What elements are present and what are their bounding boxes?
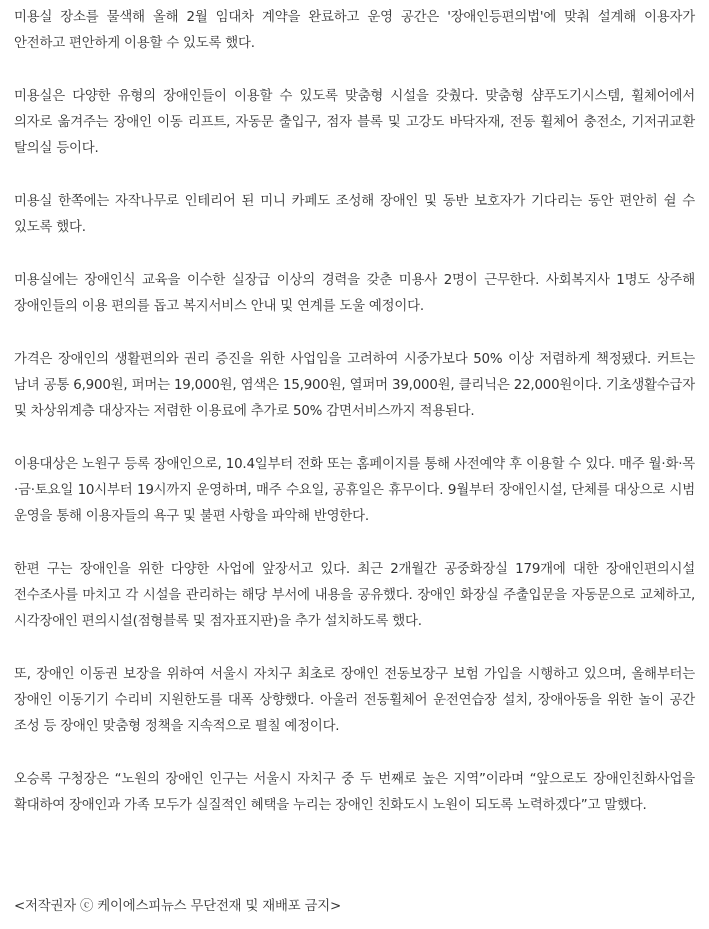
paragraph: 가격은 장애인의 생활편의와 권리 증진을 위한 사업임을 고려하여 시중가보다 50% 이상 저렴하게 책정됐다. 커트는 남녀 공통 6,900원, 퍼머는 19,000원, 염색은 15,900원, 열퍼머 39,000원, 클리닉은 22,000원이다. 기초생활수급자 및 차상위계층 대상자는 저렴한 이용료에 추가로 50% 감면서비스까지 적용된다. xyxy=(14,352,695,419)
paragraph: 오승록 구청장은 “노원의 장애인 인구는 서울시 자치구 중 두 번째로 높은 지역”이라며 “앞으로도 장애인친화사업을 확대하여 장애인과 가족 모두가 실질적인 혜택을 누리는 장애인 친화도시 노원이 되도록 노력하겠다”고 말했다. xyxy=(14,772,695,813)
paragraph: 미용실은 다양한 유형의 장애인들이 이용할 수 있도록 맞춤형 시설을 갖췄다. 맞춤형 샴푸도기시스템, 휠체어에서 의자로 옮겨주는 장애인 이동 리프트, 자동문 출입구, 점자 블록 및 고강도 바닥자재, 전동 휠체어 충전소, 기저귀교환 탈의실 등이다. xyxy=(14,89,695,156)
paragraph: 한편 구는 장애인을 위한 다양한 사업에 앞장서고 있다. 최근 2개월간 공중화장실 179개에 대한 장애인편의시설 전수조사를 마치고 각 시설을 관리하는 해당 부서에 내용을 공유했다. 장애인 화장실 주출입문을 자동문으로 교체하고, 시각장애인 편의시설(점형블록 및 점자표지판)을 추가 설치하도록 했다. xyxy=(14,562,695,629)
paragraph: 미용실 장소를 물색해 올해 2월 임대차 계약을 완료하고 운영 공간은 '장애인등편의법'에 맞춰 설계해 이용자가 안전하고 편안하게 이용할 수 있도록 했다. xyxy=(14,10,695,51)
copyright-notice: <저작권자 ⓒ 케이에스피뉴스 무단전재 및 재배포 금지> xyxy=(14,899,342,914)
paragraph: 미용실에는 장애인식 교육을 이수한 실장급 이상의 경력을 갖춘 미용사 2명이 근무한다. 사회복지사 1명도 상주해 장애인들의 이용 편의를 돕고 복지서비스 안내 및 연계를 도울 예정이다. xyxy=(14,273,695,314)
paragraph: 또, 장애인 이동권 보장을 위하여 서울시 자치구 최초로 장애인 전동보장구 보험 가입을 시행하고 있으며, 올해부터는 장애인 이동기기 수리비 지원한도를 대폭 상향했다. 아울러 전동휠체어 운전연습장 설치, 장애아동을 위한 놀이 공간 조성 등 장애인 맞춤형 정책을 지속적으로 펼칠 예정이다. xyxy=(14,667,695,734)
paragraph: 이용대상은 노원구 등록 장애인으로, 10.4일부터 전화 또는 홈페이지를 통해 사전예약 후 이용할 수 있다. 매주 월·화·목·금·토요일 10시부터 19시까지 운영하며, 매주 수요일, 공휴일은 휴무이다. 9월부터 장애인시설, 단체를 대상으로 시범 운영을 통해 이용자들의 욕구 및 불편 사항을 파악해 반영한다. xyxy=(14,457,695,524)
paragraph: 미용실 한쪽에는 자작나무로 인테리어 된 미니 카페도 조성해 장애인 및 동반 보호자가 기다리는 동안 편안히 쉴 수 있도록 했다. xyxy=(14,194,695,235)
